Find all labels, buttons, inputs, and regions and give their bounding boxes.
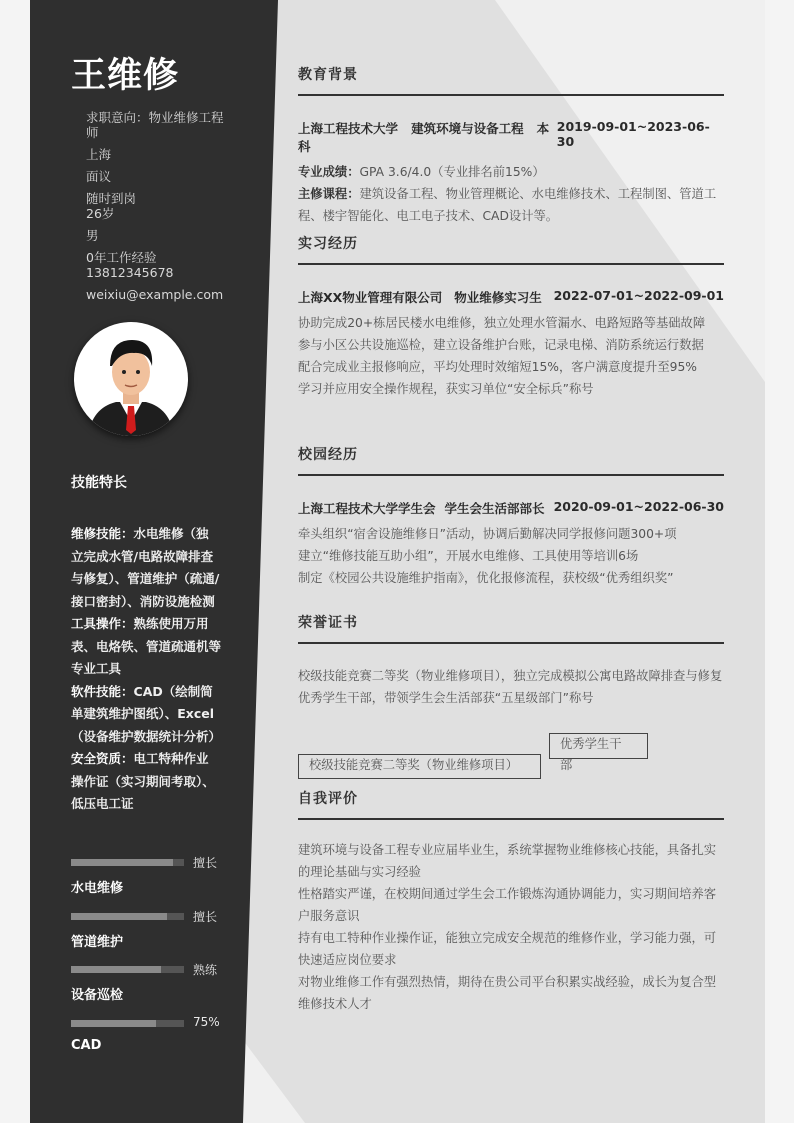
skill-level: 熟练 (193, 963, 218, 977)
email: weixiu@example.com (86, 287, 224, 302)
section-title: 教育背景 (298, 67, 358, 83)
skill-bar-name: CAD (71, 1038, 102, 1053)
sidebar (30, 0, 280, 1123)
skill-bar-fill (71, 913, 167, 920)
education-section (298, 64, 724, 227)
skill-item (71, 523, 221, 613)
skill-text: 水电维修（独立完成水管/电路故障排查与修复）、管道维护（疏通/接口密封）、消防设施检测 (71, 526, 220, 609)
skill-level: 75% (193, 1015, 220, 1029)
period: 2019-09-01~2023-06-30 (556, 119, 710, 149)
skill-bar-fill (71, 1020, 156, 1027)
candidate-name: 王维修 (71, 56, 180, 96)
skills-title: 技能特长 (71, 475, 127, 491)
resume-page (30, 0, 765, 1123)
section-title: 荣誉证书 (298, 615, 358, 631)
avatar (74, 322, 188, 436)
honors-section (298, 612, 724, 772)
bullet: 优秀学生干部，带领学生会生活部获“五星级部门”称号 (298, 691, 594, 705)
phone: 13812345678 (86, 265, 174, 280)
bullet: 参与小区公共设施巡检，建立设备维护台账，记录电梯、消防系统运行数据 (298, 338, 704, 352)
skill-bar-name: 水电维修 (71, 881, 124, 896)
company: 上海XX物业管理有限公司 (298, 290, 443, 305)
bullet: 学习并应用安全操作规程，获实习单位“安全标兵”称号 (298, 382, 594, 396)
school: 上海工程技术大学 (298, 121, 399, 136)
location: 上海 (86, 147, 112, 162)
skill-item (71, 613, 221, 681)
gender: 男 (86, 228, 99, 243)
section-title: 自我评价 (298, 791, 358, 807)
gpa-label: 专业成绩： (298, 165, 360, 179)
period: 2020-09-01~2022-06-30 (553, 499, 724, 514)
role: 学生会生活部部长 (444, 501, 545, 516)
skill-text: 电工特种作业操作证（实习期间考取）、低压电工证 (71, 751, 215, 811)
degree: 本科 (298, 121, 550, 154)
skill-label: 软件技能： (71, 683, 134, 699)
gpa: GPA 3.6/4.0（专业排名前15%） (359, 165, 545, 179)
bullet: 对物业维修工作有强烈热情，期待在贵公司平台积累实战经验，成长为复合型维修技术人才 (298, 975, 717, 1011)
age: 26岁 (86, 206, 115, 221)
bullet: 校级技能竞赛二等奖（物业维修项目），独立完成模拟公寓电路故障排查与修复 (298, 669, 723, 683)
experience: 0年工作经验 (86, 250, 157, 265)
personal-info (86, 110, 226, 309)
skill-bar-name: 管道维护 (71, 935, 124, 950)
skill-bar-fill (71, 966, 161, 973)
skill-text: 熟练使用万用表、电烙铁、管道疏通机等专业工具 (71, 616, 222, 676)
major: 建筑环境与设备工程 (411, 121, 524, 136)
skill-text: CAD（绘制简单建筑维护图纸）、Excel（设备维护数据统计分析） (71, 683, 222, 744)
section-title: 校园经历 (298, 447, 358, 463)
period: 2022-07-01~2022-09-01 (553, 288, 724, 303)
courses: 建筑设备工程、物业管理概论、水电维修技术、工程制图、管道工程、楼宇智能化、电工电子技术、CAD设计等。 (298, 187, 717, 223)
bullet: 配合完成业主报修响应，平均处理时效缩短15%，客户满意度提升至95% (298, 360, 697, 374)
bullet: 协助完成20+栋居民楼水电维修，独立处理水管漏水、电路短路等基础故障 (298, 316, 706, 330)
skill-item (71, 681, 221, 749)
skill-label: 安全资质： (71, 751, 134, 766)
honor-tag (549, 733, 648, 772)
skill-bar-fill (71, 859, 173, 866)
skill-level: 擅长 (193, 910, 218, 924)
honor-tag: 校级技能竞赛二等奖（物业维修项目） (298, 754, 541, 779)
courses-label: 主修课程： (298, 187, 360, 201)
self-evaluation-section (298, 788, 724, 1015)
section-title: 实习经历 (298, 236, 358, 252)
availability: 随时到岗 (86, 191, 137, 206)
skill-item (71, 748, 221, 816)
bullet: 建筑环境与设备工程专业应届毕业生，系统掌握物业维修核心技能，具备扎实的理论基础与实习经验 (298, 843, 717, 879)
skill-level: 擅长 (193, 856, 218, 870)
role: 物业维修实习生 (454, 290, 542, 305)
honor-tag-text: 优秀学生干部 (560, 737, 622, 772)
skills-list (71, 523, 221, 816)
salary: 面议 (86, 169, 112, 184)
internship-section (298, 233, 724, 400)
skill-label: 工具操作： (71, 616, 134, 631)
bullet: 建立“维修技能互助小组”，开展水电维修、工具使用等培训6场 (298, 549, 639, 563)
organization: 上海工程技术大学学生会 (298, 501, 436, 516)
campus-section (298, 444, 724, 589)
bullet: 性格踏实严谨，在校期间通过学生会工作锻炼沟通协调能力，实习期间培养客户服务意识 (298, 887, 717, 923)
job-intention: 求职意向：物业维修工程师 (86, 110, 224, 140)
skill-bar-name: 设备巡检 (71, 988, 124, 1003)
bullet: 制定《校园公共设施维护指南》，优化报修流程，获校级“优秀组织奖” (298, 571, 674, 585)
skill-label: 维修技能： (71, 526, 134, 541)
bullet: 牵头组织“宿舍设施维修日”活动，协调后勤解决同学报修问题300+项 (298, 527, 677, 541)
bullet: 持有电工特种作业操作证，能独立完成安全规范的维修作业，学习能力强，可快速适应岗位要求 (298, 931, 717, 967)
